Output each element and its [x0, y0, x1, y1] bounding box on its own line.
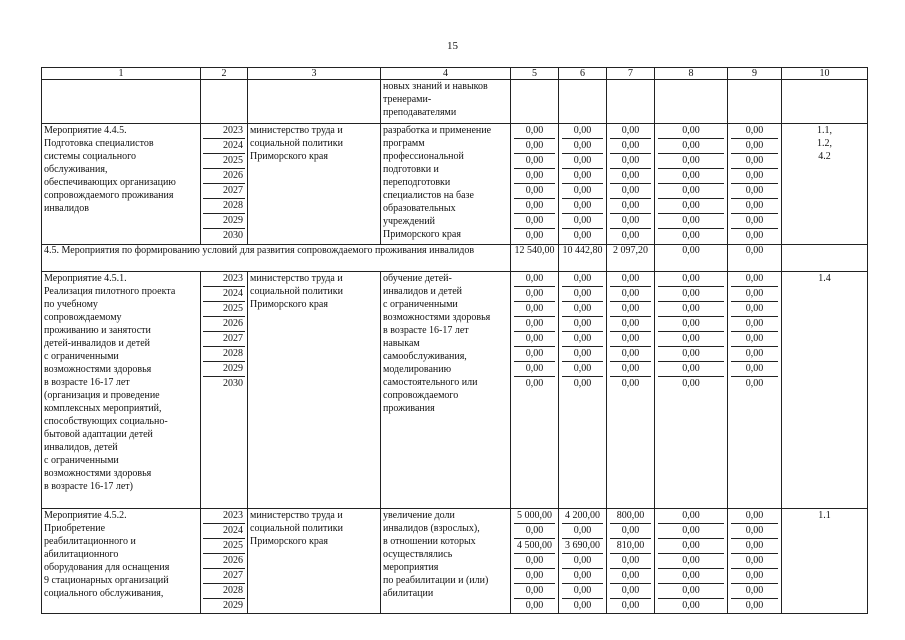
value-line: 0,00 — [573, 378, 592, 389]
result-cell: новых знаний и навыков тренерами- преподавателями — [381, 80, 511, 124]
value-line: 0,00 — [658, 362, 724, 377]
value-line: 0,00 — [658, 214, 724, 229]
col-header: 2 — [201, 68, 248, 80]
value-line: 0,00 — [658, 154, 724, 169]
value-line: 0,00 — [731, 302, 778, 317]
table-cell — [782, 245, 868, 272]
value-line: 0,00 — [514, 554, 555, 569]
table-cell — [42, 80, 201, 124]
value-cell — [728, 509, 782, 614]
col-header: 5 — [511, 68, 559, 80]
col-header: 6 — [559, 68, 607, 80]
value-line: 0,00 — [514, 317, 555, 332]
value-line: 0,00 — [658, 524, 724, 539]
value-line: 0,00 — [610, 362, 651, 377]
table-row — [42, 124, 868, 245]
executor-cell: министерство труда и социальной политики Приморского края — [248, 124, 381, 245]
value-line: 0,00 — [610, 584, 651, 599]
value-line: 2028 — [203, 584, 245, 599]
value-cell — [655, 272, 728, 509]
value-line: 0,00 — [658, 184, 724, 199]
col-header: 3 — [248, 68, 381, 80]
value-line: 0,00 — [658, 287, 724, 302]
section-total: 10 442,80 — [559, 245, 607, 272]
value-cell — [728, 124, 782, 245]
value-line: 0,00 — [610, 332, 651, 347]
value-line: 0,00 — [514, 139, 555, 154]
value-line: 0,00 — [658, 139, 724, 154]
value-line: 0,00 — [682, 600, 700, 611]
value-cell — [607, 509, 655, 614]
value-line: 0,00 — [610, 124, 651, 139]
value-line: 0,00 — [658, 554, 724, 569]
value-line: 0,00 — [731, 169, 778, 184]
value-line: 0,00 — [562, 139, 603, 154]
measure-cell: Мероприятие 4.5.1. Реализация пилотного проекта по учебному сопровождаемому проживанию и занятости детей-инвалидов и детей с ограниченными возможностями здоровья в возрасте 16-17 лет (организация и проведение комплексных мероприятий, способствующих социально- бытовой адаптации детей инвалидов, детей с ограниченными возможностями здоровья в возрасте 16-17 лет) — [42, 272, 201, 509]
table-row — [42, 272, 868, 509]
value-line: 0,00 — [682, 230, 700, 241]
value-cell — [511, 509, 559, 614]
table-row — [42, 509, 868, 614]
value-line: 2027 — [203, 569, 245, 584]
value-cell — [655, 124, 728, 245]
value-line: 0,00 — [562, 169, 603, 184]
value-line: 2026 — [203, 169, 245, 184]
value-line: 0,00 — [658, 199, 724, 214]
value-line: 2028 — [203, 347, 245, 362]
value-line: 2027 — [203, 184, 245, 199]
value-line: 0,00 — [562, 569, 603, 584]
executor-cell: министерство труда и социальной политики Приморского края — [248, 272, 381, 509]
value-line: 0,00 — [514, 332, 555, 347]
value-line: 0,00 — [610, 524, 651, 539]
value-line: 0,00 — [514, 362, 555, 377]
measure-cell: Мероприятие 4.5.2. Приобретение реабилитационного и абилитационного оборудования для оснащения 9 стационарных организаций социального обслуживания, — [42, 509, 201, 614]
value-line: 0,00 — [731, 554, 778, 569]
value-line: 0,00 — [731, 214, 778, 229]
indicator-cell: 1.1, 1.2, 4.2 — [782, 124, 868, 245]
value-line: 0,00 — [514, 584, 555, 599]
value-cell — [559, 124, 607, 245]
col-header: 4 — [381, 68, 511, 80]
value-line: 0,00 — [731, 524, 778, 539]
table-cell — [201, 80, 248, 124]
table-cell — [559, 80, 607, 124]
value-line: 0,00 — [610, 347, 651, 362]
value-cell — [511, 124, 559, 245]
value-line: 0,00 — [514, 124, 555, 139]
result-cell: разработка и применение программ профессиональной подготовки и переподготовки специалистов на базе образовательных учреждений Приморского края — [381, 124, 511, 245]
value-line: 0,00 — [658, 169, 724, 184]
table-row — [42, 80, 868, 124]
table-cell — [782, 80, 868, 124]
table-cell — [728, 80, 782, 124]
value-line: 0,00 — [562, 199, 603, 214]
executor-cell: министерство труда и социальной политики Приморского края — [248, 509, 381, 614]
indicator-cell: 1.1 — [782, 509, 868, 614]
value-line: 0,00 — [562, 332, 603, 347]
value-line: 2023 — [203, 124, 245, 139]
value-line: 800,00 — [610, 509, 651, 524]
col-header: 9 — [728, 68, 782, 80]
page-number: 15 — [447, 40, 458, 52]
col-header: 10 — [782, 68, 868, 80]
value-line: 0,00 — [621, 378, 640, 389]
section-total: 12 540,00 — [511, 245, 559, 272]
value-line: 0,00 — [610, 317, 651, 332]
value-line: 0,00 — [573, 600, 592, 611]
table-cell — [607, 80, 655, 124]
value-line: 0,00 — [731, 154, 778, 169]
value-line: 0,00 — [731, 317, 778, 332]
value-line: 2029 — [203, 214, 245, 229]
value-line: 810,00 — [610, 539, 651, 554]
table-cell — [655, 80, 728, 124]
value-line: 4 500,00 — [514, 539, 555, 554]
value-line: 0,00 — [731, 569, 778, 584]
value-line: 0,00 — [731, 184, 778, 199]
years-cell — [201, 124, 248, 245]
value-line: 0,00 — [731, 509, 778, 524]
value-line: 0,00 — [731, 332, 778, 347]
value-cell — [559, 509, 607, 614]
value-line: 0,00 — [658, 272, 724, 287]
col-header: 8 — [655, 68, 728, 80]
value-line: 2023 — [203, 509, 245, 524]
header-row — [42, 68, 868, 80]
section-row — [42, 245, 868, 272]
value-line: 0,00 — [514, 524, 555, 539]
value-line: 0,00 — [621, 230, 640, 241]
result-cell: увеличение доли инвалидов (взрослых), в отношении которых осуществлялись мероприятия по реабилитации и (или) абилитации — [381, 509, 511, 614]
value-line: 0,00 — [610, 569, 651, 584]
value-line: 0,00 — [610, 169, 651, 184]
value-line: 0,00 — [573, 230, 592, 241]
value-cell — [511, 272, 559, 509]
years-cell — [201, 509, 248, 614]
value-line: 0,00 — [514, 199, 555, 214]
value-line: 0,00 — [562, 554, 603, 569]
value-cell — [607, 272, 655, 509]
value-line: 0,00 — [514, 184, 555, 199]
section-total: 2 097,20 — [607, 245, 655, 272]
value-line: 0,00 — [682, 378, 700, 389]
value-line: 0,00 — [658, 584, 724, 599]
value-line: 0,00 — [731, 124, 778, 139]
value-line: 0,00 — [514, 287, 555, 302]
value-line: 0,00 — [610, 184, 651, 199]
section-total: 0,00 — [655, 245, 728, 272]
value-line: 0,00 — [745, 600, 764, 611]
value-line: 0,00 — [658, 569, 724, 584]
measure-cell: Мероприятие 4.4.5. Подготовка специалистов системы социального обслуживания, обеспечивающих организацию сопровождаемого проживания инвалидов — [42, 124, 201, 245]
value-cell — [728, 272, 782, 509]
value-line: 2029 — [223, 600, 243, 611]
value-line: 0,00 — [658, 539, 724, 554]
value-line: 0,00 — [731, 139, 778, 154]
value-line: 0,00 — [562, 317, 603, 332]
value-line: 3 690,00 — [562, 539, 603, 554]
value-line: 0,00 — [658, 509, 724, 524]
value-line: 2026 — [203, 554, 245, 569]
value-cell — [559, 272, 607, 509]
value-line: 0,00 — [731, 584, 778, 599]
value-line: 0,00 — [610, 139, 651, 154]
value-line: 0,00 — [562, 272, 603, 287]
value-line: 0,00 — [562, 347, 603, 362]
value-line: 2029 — [203, 362, 245, 377]
col-header: 1 — [42, 68, 201, 80]
years-cell — [201, 272, 248, 509]
value-line: 2024 — [203, 524, 245, 539]
value-line: 0,00 — [525, 378, 544, 389]
result-cell: обучение детей- инвалидов и детей с ограниченными возможностями здоровья в возрасте 16-17 лет навыкам самообслуживания, моделированию самостоятельного или сопровождаемого проживания — [381, 272, 511, 509]
value-line: 2024 — [203, 139, 245, 154]
value-line: 0,00 — [514, 272, 555, 287]
value-line: 4 200,00 — [562, 509, 603, 524]
value-line: 0,00 — [731, 347, 778, 362]
value-line: 5 000,00 — [514, 509, 555, 524]
value-line: 0,00 — [658, 302, 724, 317]
value-line: 2024 — [203, 287, 245, 302]
value-line: 0,00 — [658, 332, 724, 347]
value-line: 0,00 — [562, 302, 603, 317]
value-line: 0,00 — [658, 347, 724, 362]
value-line: 0,00 — [610, 214, 651, 229]
value-line: 2025 — [203, 539, 245, 554]
value-line: 0,00 — [562, 214, 603, 229]
value-line: 0,00 — [514, 214, 555, 229]
value-line: 0,00 — [562, 584, 603, 599]
value-line: 0,00 — [514, 154, 555, 169]
value-line: 0,00 — [745, 230, 764, 241]
value-cell — [607, 124, 655, 245]
value-line: 0,00 — [525, 230, 544, 241]
value-line: 0,00 — [562, 524, 603, 539]
section-total: 0,00 — [728, 245, 782, 272]
value-line: 2026 — [203, 317, 245, 332]
value-line: 0,00 — [658, 317, 724, 332]
value-line: 0,00 — [514, 347, 555, 362]
value-line: 0,00 — [562, 362, 603, 377]
value-line: 0,00 — [562, 287, 603, 302]
section-title: 4.5. Мероприятия по формированию условий для развития сопровождаемого проживания инвалидов — [42, 245, 511, 272]
value-cell — [655, 509, 728, 614]
value-line: 2025 — [203, 154, 245, 169]
value-line: 0,00 — [610, 199, 651, 214]
value-line: 0,00 — [610, 272, 651, 287]
value-line: 0,00 — [525, 600, 544, 611]
value-line: 0,00 — [731, 199, 778, 214]
value-line: 0,00 — [610, 154, 651, 169]
value-line: 2023 — [203, 272, 245, 287]
value-line: 2028 — [203, 199, 245, 214]
value-line: 0,00 — [610, 287, 651, 302]
value-line: 0,00 — [562, 184, 603, 199]
value-line: 2027 — [203, 332, 245, 347]
value-line: 0,00 — [745, 378, 764, 389]
value-line: 2025 — [203, 302, 245, 317]
indicator-cell: 1.4 — [782, 272, 868, 509]
value-line: 0,00 — [562, 124, 603, 139]
table-cell — [511, 80, 559, 124]
table-cell — [248, 80, 381, 124]
value-line: 0,00 — [514, 169, 555, 184]
value-line: 0,00 — [731, 539, 778, 554]
value-line: 0,00 — [514, 302, 555, 317]
value-line: 0,00 — [610, 302, 651, 317]
value-line: 0,00 — [731, 287, 778, 302]
value-line: 0,00 — [658, 124, 724, 139]
value-line: 0,00 — [514, 569, 555, 584]
value-line: 0,00 — [562, 154, 603, 169]
value-line: 0,00 — [621, 600, 640, 611]
col-header: 7 — [607, 68, 655, 80]
value-line: 2030 — [223, 230, 243, 241]
value-line: 0,00 — [731, 272, 778, 287]
program-table — [41, 67, 868, 614]
value-line: 0,00 — [610, 554, 651, 569]
value-line: 0,00 — [731, 362, 778, 377]
value-line: 2030 — [223, 378, 243, 389]
